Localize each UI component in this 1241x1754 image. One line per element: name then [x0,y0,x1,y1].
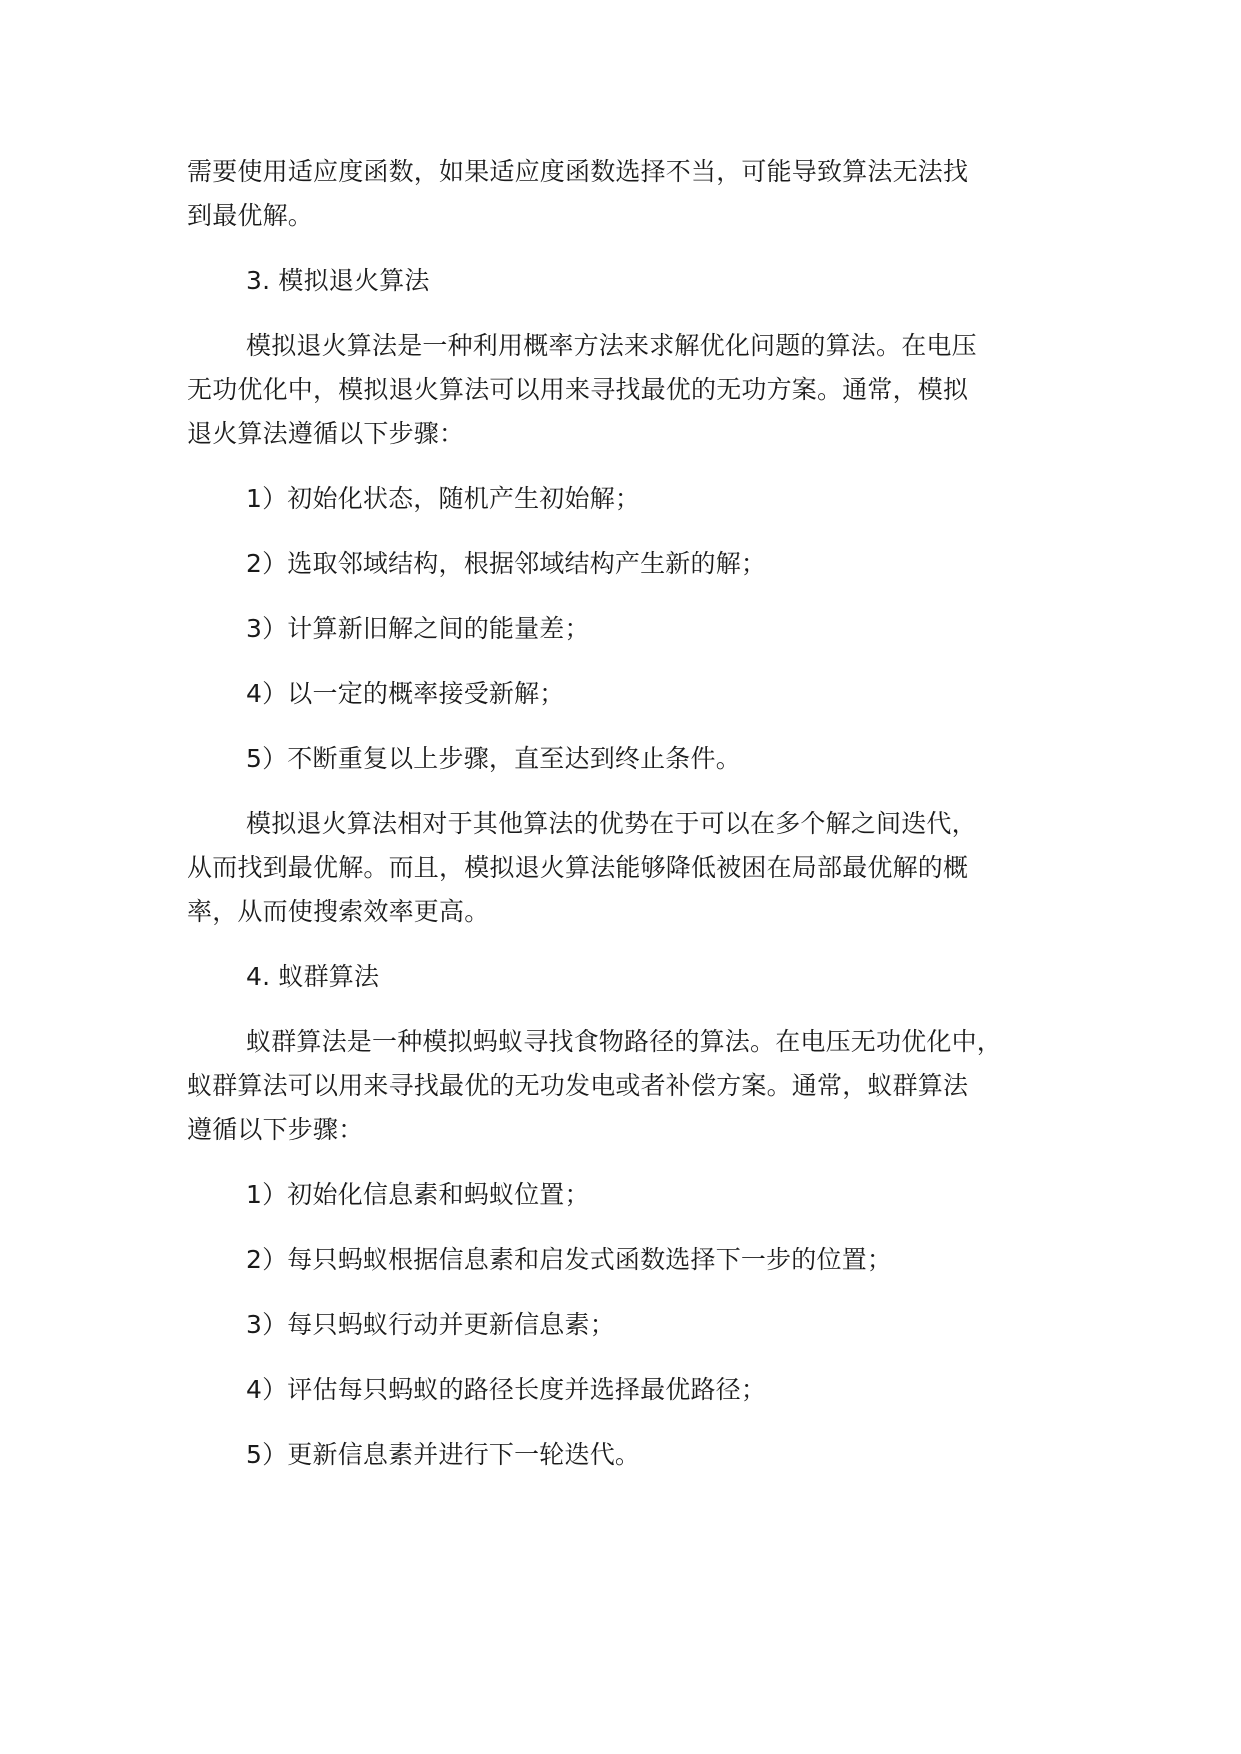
list-item-sa-step-3: 3）计算新旧解之间的能量差； [246,614,590,643]
list-item-sa-step-4: 4）以一定的概率接受新解； [246,679,565,708]
paragraph-fitness-continuation [187,150,1087,238]
paragraph-sa-advantage [187,802,1087,934]
list-item-aco-step-1: 1）初始化信息素和蚂蚁位置； [246,1180,590,1209]
text-line: 蚁群算法可以用来寻找最优的无功发电或者补偿方案。通常，蚁群算法 [187,1071,969,1100]
heading-ant-colony: 4. 蚁群算法 [246,962,380,991]
heading-simulated-annealing: 3. 模拟退火算法 [246,266,430,295]
list-item-aco-step-3: 3）每只蚂蚁行动并更新信息素； [246,1310,615,1339]
list-item-sa-step-1: 1）初始化状态，随机产生初始解； [246,484,641,513]
list-item-aco-step-2: 2）每只蚂蚁根据信息素和启发式函数选择下一步的位置； [246,1245,893,1274]
document-body [187,150,1087,1477]
text-line: 遵循以下步骤： [187,1115,364,1144]
list-item-sa-step-2: 2）选取邻域结构，根据邻域结构产生新的解； [246,549,767,578]
text-line: 模拟退火算法是一种利用概率方法来求解优化问题的算法。在电压 [246,331,977,360]
text-line: 到最优解。 [187,201,314,230]
text-line: 需要使用适应度函数，如果适应度函数选择不当，可能导致算法无法找 [187,157,969,186]
paragraph-sa-intro [187,324,1087,456]
text-line: 模拟退火算法相对于其他算法的优势在于可以在多个解之间迭代， [246,809,977,838]
list-item-aco-step-5: 5）更新信息素并进行下一轮迭代。 [246,1440,641,1469]
text-line: 率，从而使搜索效率更高。 [187,897,490,926]
paragraph-aco-intro [187,1020,1087,1152]
list-item-sa-step-5: 5）不断重复以上步骤，直至达到终止条件。 [246,744,741,773]
list-item-aco-step-4: 4）评估每只蚂蚁的路径长度并选择最优路径； [246,1375,767,1404]
text-line: 退火算法遵循以下步骤： [187,419,465,448]
text-line: 从而找到最优解。而且，模拟退火算法能够降低被困在局部最优解的概 [187,853,969,882]
text-line: 蚁群算法是一种模拟蚂蚁寻找食物路径的算法。在电压无功优化中， [246,1027,1003,1056]
text-line: 无功优化中，模拟退火算法可以用来寻找最优的无功方案。通常，模拟 [187,375,969,404]
